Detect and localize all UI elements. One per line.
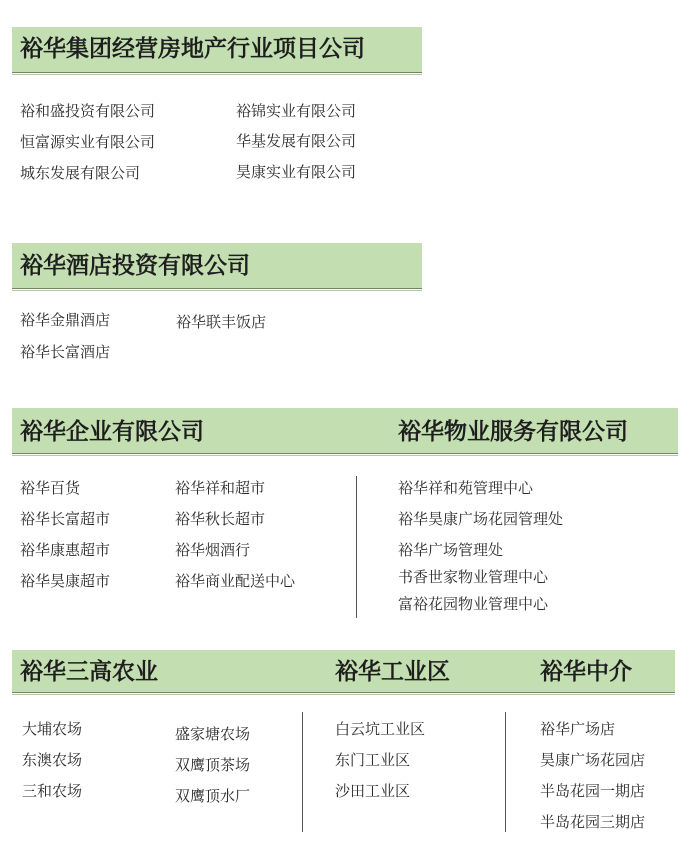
- list-item: 裕华百货: [20, 479, 81, 497]
- column-divider: [505, 712, 506, 832]
- section-title-property: 裕华物业服务有限公司: [398, 418, 628, 445]
- list-item: 三和农场: [22, 782, 83, 800]
- list-item: 大埔农场: [22, 720, 83, 738]
- list-item: 裕和盛投资有限公司: [20, 102, 156, 120]
- list-item: 半岛花园一期店: [540, 782, 646, 800]
- list-item: 裕华长富超市: [20, 510, 111, 528]
- list-item: 双鹰顶水厂: [175, 787, 251, 805]
- section-title-realestate: 裕华集团经营房地产行业项目公司: [20, 35, 365, 62]
- section-title-enterprise: 裕华企业有限公司: [20, 418, 204, 445]
- section-title-agriculture: 裕华三高农业: [20, 658, 158, 685]
- column-divider: [302, 712, 303, 832]
- section-title-industrial: 裕华工业区: [335, 658, 450, 685]
- list-item: 裕华金鼎酒店: [20, 311, 111, 329]
- list-item: 双鹰顶茶场: [175, 756, 251, 774]
- list-item: 裕华康惠超市: [20, 541, 111, 559]
- list-item: 裕华广场管理处: [398, 541, 504, 559]
- list-item: 恒富源实业有限公司: [20, 133, 156, 151]
- section-title-hotel: 裕华酒店投资有限公司: [20, 252, 250, 279]
- list-item: 昊康广场花园店: [540, 751, 646, 769]
- list-item: 富裕花园物业管理中心: [398, 595, 549, 613]
- list-item: 东澳农场: [22, 751, 83, 769]
- list-item: 裕锦实业有限公司: [236, 102, 357, 120]
- list-item: 裕华长富酒店: [20, 343, 111, 361]
- list-item: 裕华祥和超市: [175, 479, 266, 497]
- column-divider: [356, 476, 357, 618]
- section-title-agency: 裕华中介: [540, 658, 632, 685]
- list-item: 裕华祥和苑管理中心: [398, 479, 534, 497]
- list-item: 东门工业区: [335, 751, 411, 769]
- list-item: 裕华广场店: [540, 720, 616, 738]
- list-item: 半岛花园三期店: [540, 813, 646, 831]
- list-item: 书香世家物业管理中心: [398, 568, 549, 586]
- list-item: 华基发展有限公司: [236, 132, 357, 150]
- list-item: 裕华秋长超市: [175, 510, 266, 528]
- list-item: 裕华联丰饭店: [176, 313, 267, 331]
- list-item: 城东发展有限公司: [20, 164, 141, 182]
- list-item: 裕华烟酒行: [175, 541, 251, 559]
- list-item: 盛家塘农场: [175, 725, 251, 743]
- list-item: 白云坑工业区: [335, 720, 426, 738]
- list-item: 沙田工业区: [335, 782, 411, 800]
- list-item: 裕华昊康超市: [20, 572, 111, 590]
- list-item: 裕华昊康广场花园管理处: [398, 510, 564, 528]
- list-item: 昊康实业有限公司: [236, 163, 357, 181]
- list-item: 裕华商业配送中心: [175, 572, 296, 590]
